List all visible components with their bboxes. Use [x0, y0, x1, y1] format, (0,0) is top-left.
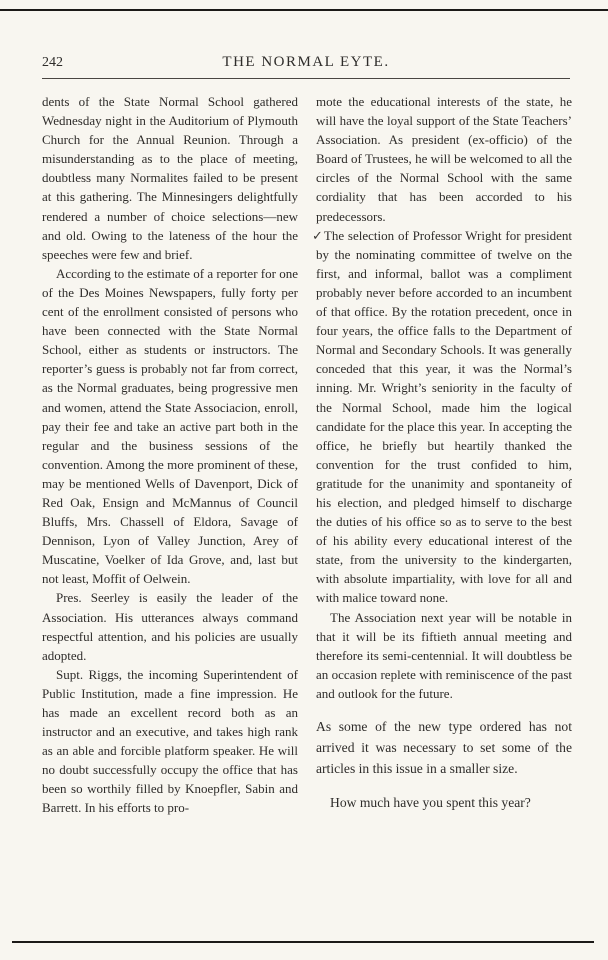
header-rule — [42, 78, 570, 79]
masthead-title: THE NORMAL EYTE. — [222, 54, 390, 70]
paragraph-text: The selection of Professor Wright for president by the nominating committee of twelve on the first, and informal, ballot was a compliment probably never before accorded to an incumbent of that office. By the rotation precedent, once in four years, the office falls to the Department of Normal and Secondary Schools. It was generally conceded that this year, it was the Normal’s inning. Mr. Wright’s seniority in the faculty of the Normal School, made him the logical candidate for the place this year. In accepting the office, he briefly but heartily thanked the convention for the trust confided to him, gratitude for the unanimity and spontaneity of his election, and pledged himself to discharge the duties of his office so as to serve to the best of his ability every educational interest of the state, from the university to the kindergarten, with absolute impartiality, with love for all and with malice toward none. — [316, 227, 572, 606]
page-top-edge-line — [0, 9, 608, 11]
left-column — [42, 92, 298, 942]
paragraph — [312, 226, 572, 608]
page-header — [42, 54, 570, 71]
paragraph: dents of the State Normal School gathered Wednesday night in the Auditorium of Plymouth Church for the Annual Reunion. Through a misunderstanding as to the place of meeting, doubtless many Normalites failed to be present at this gathering. The Minnesingers delightfully rendered a number of choice selections—new and old. Owing to the lateness of the hour the speeches were few and brief. — [42, 94, 298, 262]
paragraph: Supt. Riggs, the incoming Superintendent of Public Institution, made a fine impression. He has made an excellent record both as an instructor and an executive, and takes high rank as an able and forcible platform speaker. He will no doubt successfully occupy the office that has been so worthily filled by Knoepfler, Sabin and Barrett. In his efforts to pro- — [42, 666, 298, 816]
page-number: 242 — [42, 55, 63, 70]
paragraph: As some of the new type ordered has not arrived it was necessary to set some of the articles in this issue in a smaller size. — [316, 719, 572, 776]
paragraph: According to the estimate of a reporter for one of the Des Moines Newspapers, fully forty per cent of the enrollment consisted of persons who have been connected with the State Normal School, either as students or instructors. The reporter’s guess is probably not far from correct, as the Normal graduates, being progressive men and women, attend the State Associacion, enroll, pay their fee and take an active part both in the regular and the business sessions of the convention. Among the more prominent of these, may be mentioned Wells of Davenport, Dick of Red Oak, Ensign and McMannus of Council Bluffs, Mrs. Chassell of Eldora, Savage of Dennison, Lyon of Valley Junction, Arey of Muscatine, Voelker of Ida Grove, and, last but not least, Moffit of Oelwein. — [42, 265, 298, 587]
paragraph: mote the educational interests of the state, he will have the loyal support of the State Teachers’ Association. As president (ex-officio) of the Board of Trustees, he will be welcomed to all the circles of the Normal School with the same cordiality that has been accorded to his predecessors. — [316, 94, 572, 224]
checkmark-annotation: ✓ — [312, 227, 323, 243]
paragraph: The Association next year will be notable in that it will be its fiftieth annual meeting and therefore its semi-centennial. It will doubtless be an occasion replete with reminiscence of the past and outlook for the future. — [316, 609, 572, 701]
paragraph: Pres. Seerley is easily the leader of the Association. His utterances always command respectful attention, and his policies are usually adopted. — [42, 590, 298, 663]
article-body — [42, 92, 572, 942]
right-column — [312, 92, 572, 942]
page-bottom-edge-line — [12, 941, 594, 943]
paragraph: How much have you spent this year? — [330, 795, 531, 810]
